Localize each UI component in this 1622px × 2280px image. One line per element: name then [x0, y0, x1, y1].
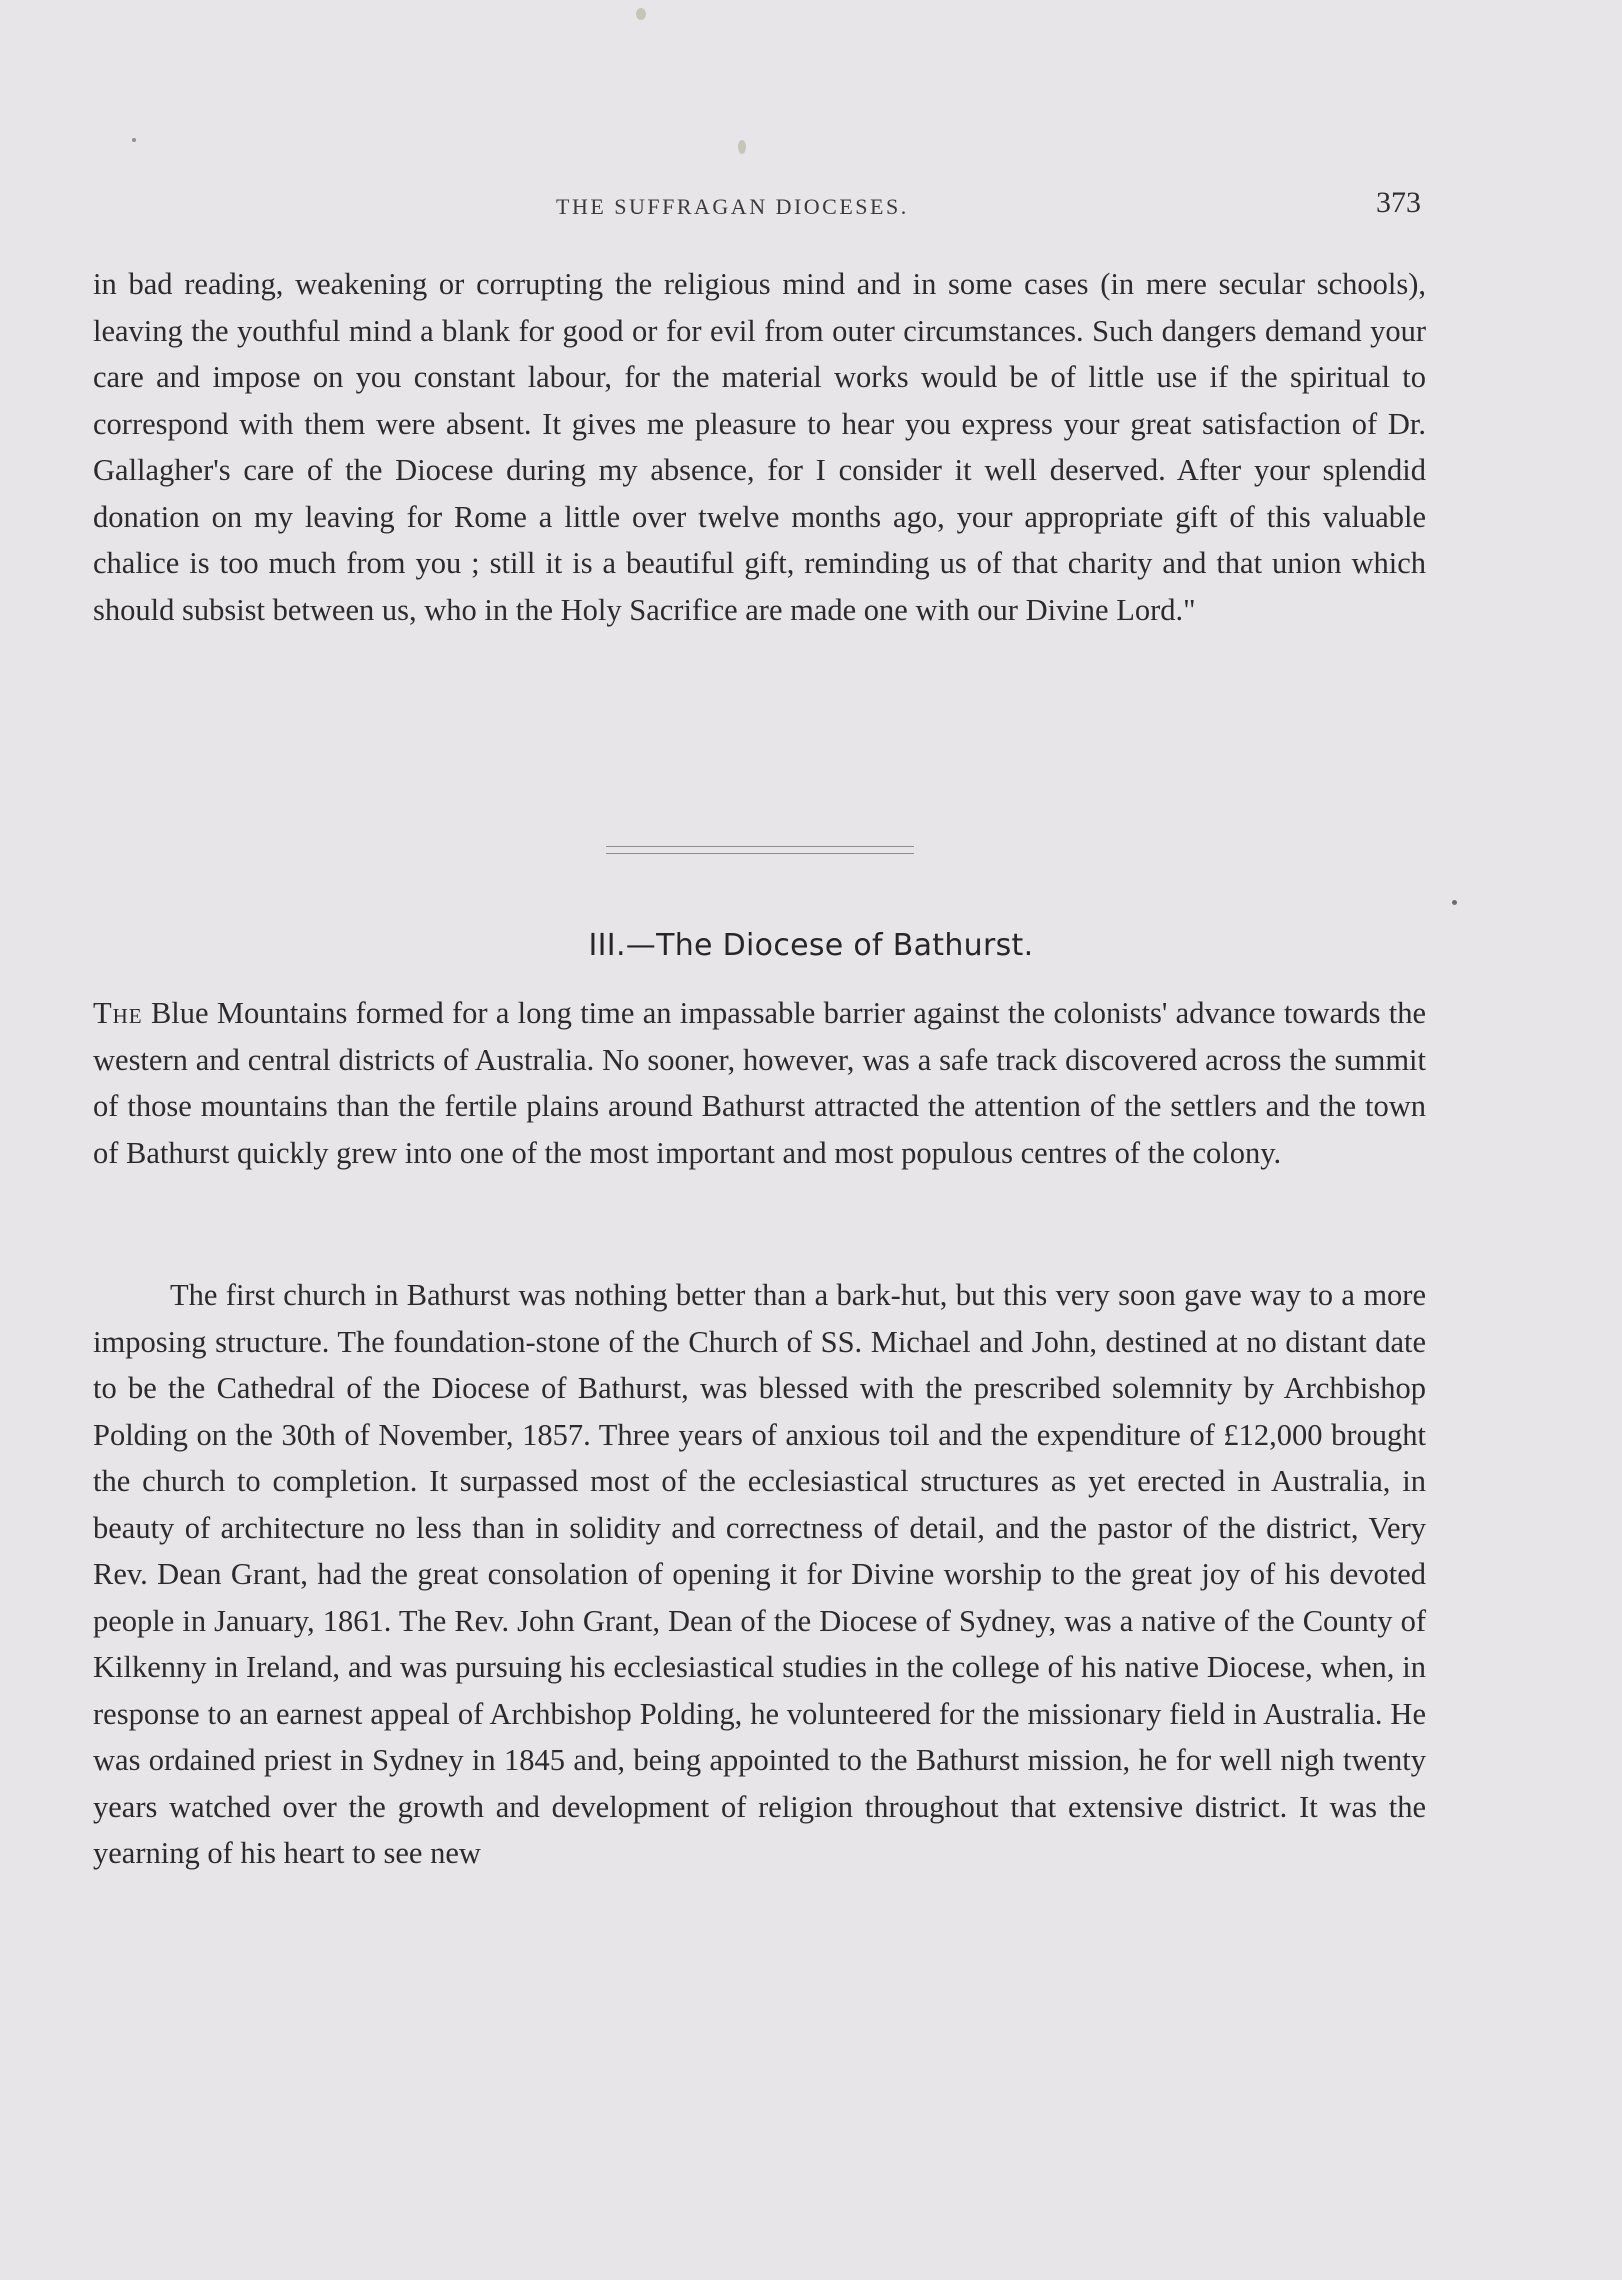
paragraph-first-church — [93, 1272, 1426, 1877]
running-title: THE SUFFRAGAN DIOCESES. — [556, 194, 909, 219]
paper-speck — [738, 140, 746, 154]
paragraph-text — [93, 990, 1426, 1176]
page-number: 373 — [1376, 186, 1421, 219]
paragraph-blue-mountains — [93, 990, 1426, 1176]
section-divider-rule — [606, 846, 914, 854]
paragraph-quote-ending — [93, 261, 1426, 633]
section-heading: III.—The Diocese of Bathurst. — [588, 928, 1034, 963]
paper-speck — [636, 8, 646, 20]
paper-speck — [1452, 900, 1457, 905]
paragraph-lead-word: The — [93, 996, 143, 1030]
paper-speck — [132, 138, 136, 142]
paragraph-text: in bad reading, weakening or corrupting the religious mind and in some cases (in mere secular schools), leaving the youthful mind a blank for good or for evil from outer circumstances. Such dangers demand your care and impose on you constant labour, for the material works would be of little use if the spiritual to correspond with them were absent. It gives me pleasure to hear you express your great satisfaction of Dr. Gallagher's care of the Diocese during my absence, for I consider it well deserved. After your splendid donation on my leaving for Rome a little over twelve months ago, your appropriate gift of this valuable chalice is too much from you ; still it is a beautiful gift, reminding us of that charity and that union which should subsist between us, who in the Holy Sacrifice are made one with our Divine Lord." — [93, 267, 1426, 627]
running-header — [0, 186, 1622, 230]
paragraph-text: The first church in Bathurst was nothing better than a bark-hut, but this very soon gave way to a more imposing structure. The foundation-stone of the Church of SS. Michael and John, destined at no distant date to be the Cathedral of the Diocese of Bathurst, was blessed with the prescribed solemnity by Archbishop Polding on the 30th of November, 1857. Three years of anxious toil and the expenditure of £12,000 brought the church to completion. It surpassed most of the ecclesiastical structures as yet erected in Australia, in beauty of architecture no less than in solidity and correctness of detail, and the pastor of the district, Very Rev. Dean Grant, had the great consolation of opening it for Divine worship to the great joy of his devoted people in January, 1861. The Rev. John Grant, Dean of the Diocese of Sydney, was a native of the County of Kilkenny in Ireland, and was pursuing his ecclesiastical studies in the college of his native Diocese, when, in response to an earnest appeal of Archbishop Polding, he volunteered for the missionary field in Australia. He was ordained priest in Sydney in 1845 and, being appointed to the Bathurst mission, he for well nigh twenty years watched over the growth and development of religion throughout that extensive district. It was the yearning of his heart to see new — [93, 1278, 1426, 1870]
paragraph-body: Blue Mountains formed for a long time an impassable barrier against the colonists' advance towards the western and central districts of Australia. No sooner, however, was a safe track discovered across the summit of those mountains than the fertile plains around Bathurst attracted the attention of the settlers and the town of Bathurst quickly grew into one of the most important and most populous centres of the colony. — [93, 996, 1427, 1170]
